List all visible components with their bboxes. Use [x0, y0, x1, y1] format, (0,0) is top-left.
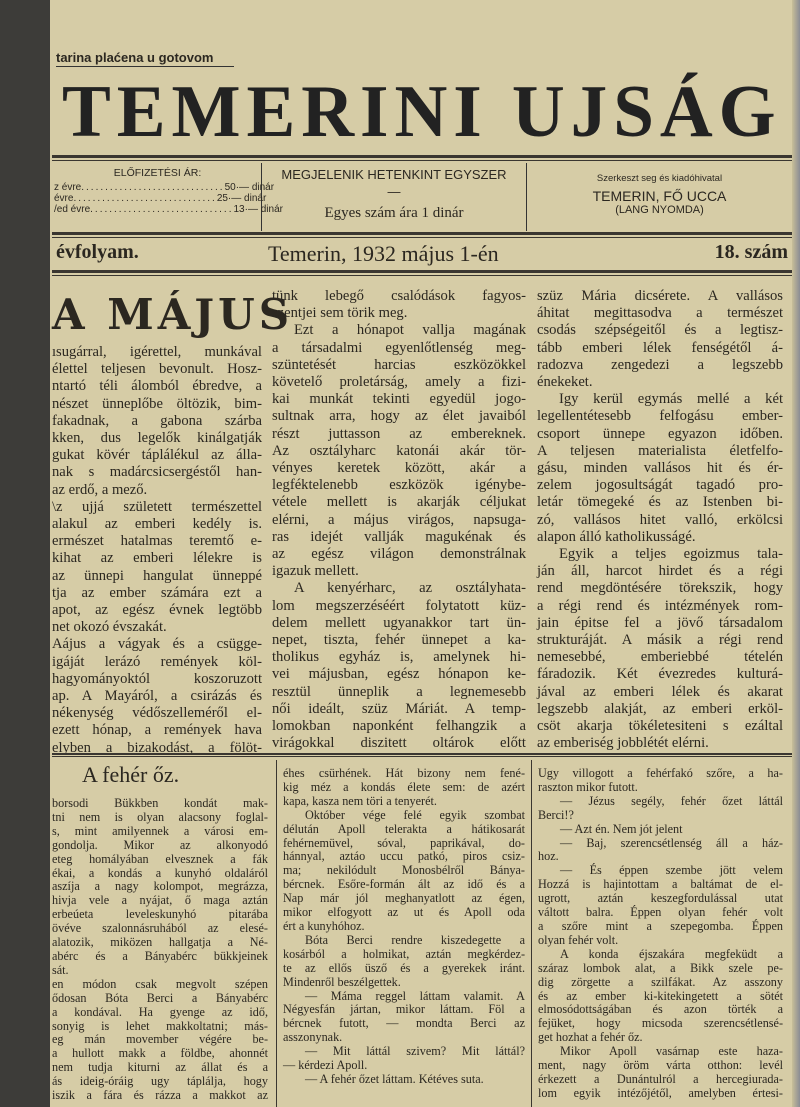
text-line: az ünnepi hangulat ünneppé	[52, 567, 262, 584]
text-line: szüz Mária dicsérete. A vallásos	[537, 288, 783, 304]
issue-number: 18. szám	[714, 241, 788, 263]
price-period: évre	[54, 193, 74, 204]
text-line: get hozhat a fehér őz.	[538, 1030, 643, 1045]
text-line: abérc és a Bányabérc bükkjeinek	[52, 948, 268, 963]
text-line: gondolja. Mikor az alkonyodó	[52, 837, 268, 852]
text-line: az emberiség jobblétét elérni.	[537, 735, 709, 752]
text-line: a hullott makk a földbe, ahonnét	[52, 1046, 268, 1061]
text-line: lom megszerzéséért folytatott küz-	[272, 597, 526, 614]
text-line: tünk lebegő csalódások fagyos-	[272, 288, 526, 304]
text-line: A kenyérharc, az osztályhata-	[294, 580, 526, 597]
text-line: fakadnak, a gabona szárba	[52, 412, 262, 429]
text-line: resztül ünneplik a legnemesebb	[272, 683, 526, 700]
text-line: élettel teljesen bevonult. Hosz-	[52, 361, 262, 378]
text-line: te az ellős üsző és a gyerekek iránt.	[283, 960, 525, 975]
text-line: Nap már jól meghanyatlott az égen,	[283, 891, 525, 906]
text-line: virágokkal diszitett oltárok előtt	[272, 735, 526, 752]
price-row	[54, 182, 275, 193]
text-line: kken, dus legelők kinálgatják	[52, 430, 262, 447]
text-line: Mindenről beszélgettek.	[283, 974, 401, 989]
text-line: áhitat megittasodva a természet	[537, 305, 783, 322]
text-line: délután Apoll telerakta a hátikosarát	[283, 821, 525, 836]
text-line: száraz lombok alat, a Bikk szele pe-	[538, 960, 783, 975]
text-line: — A fehér őzet láttam. Kétéves suta.	[305, 1071, 484, 1086]
text-line: női ideált, szüz Máriát. A temp-	[272, 700, 526, 717]
text-line: rend megdöntésére törekszik, hogy	[537, 580, 783, 597]
printer-name: (LANG NYOMDA)	[615, 204, 704, 216]
issue-date: Temerin, 1932 május 1-én	[268, 241, 499, 266]
text-line: letár tömegeké és az Istenben bi-	[537, 494, 783, 511]
text-line: zelem jogosultságát tagadó pro-	[537, 477, 783, 494]
text-line: eg mán movember végére be-	[52, 1032, 268, 1047]
article-title: A MÁJUS	[52, 290, 294, 339]
text-line: elyben a bizakodást, a fölöt-	[52, 739, 262, 756]
frequency-text: MEGJELENIK HETENKINT EGYSZER	[281, 167, 507, 182]
text-line: csoport ünnepe egyazon időben.	[537, 425, 783, 442]
text-line: igáját lerázó remények köl-	[52, 653, 262, 670]
text-line: — Baj, szerencsétlenség áll a ház-	[560, 835, 783, 850]
text-line: szüntetését harcias eszközökkel	[272, 356, 526, 373]
text-line: kig méz a kondás élete sem: de azért	[283, 779, 525, 794]
text-line: sát.	[52, 962, 69, 977]
text-line: raszton mikor futott.	[538, 779, 638, 794]
dateline	[52, 241, 792, 269]
text-line: kai munkát tekinti egyedül jogo-	[272, 391, 526, 408]
text-line: ment, nagy öröm várta otthon: levél	[538, 1058, 783, 1073]
text-line: tja az ember számára ezt a	[52, 584, 262, 601]
text-line: asszonynak.	[283, 1030, 343, 1045]
text-line: kapa, kasza nem töri a tenyerét.	[283, 793, 437, 808]
text-line: iszik a fára és rázza a makkot az	[52, 1088, 268, 1103]
text-line: dig zörgette a szilfákat. Az asszony	[538, 974, 783, 989]
text-line: szentjei sem törik meg.	[272, 305, 408, 322]
text-line: gukat kövér táplálékul az álla-	[52, 447, 262, 464]
text-line: hivja vele a nyájat, ő maga aztán	[52, 893, 268, 908]
text-line: elérni, a május virágos, napsuga-	[272, 511, 526, 528]
text-line: Hozzá is hajintottam a baltámat de el-	[538, 877, 783, 892]
price-value: 13·— dinár	[233, 204, 283, 215]
price-period: z évre	[54, 182, 82, 193]
text-line: radozva zengedezi a legszebb	[537, 356, 783, 373]
text-line: ődosan Bóta Berci a Bányabérc	[52, 990, 268, 1005]
text-line: ermészet hatalmas teremtő e-	[52, 533, 262, 550]
text-line: elmosódottságában és azon törték a	[538, 1002, 783, 1017]
text-line: fáradozik. Két évezredes kulturá-	[537, 666, 783, 683]
text-line: Egyik a teljes egoizmus tala-	[559, 546, 783, 563]
text-line: — Máma reggel láttam valamit. A	[305, 988, 525, 1003]
text-line: ntartó téli álomból ébredve, a	[52, 378, 262, 395]
text-line: nemesebbé, emberiebbé tételén	[537, 649, 783, 666]
text-line: Aájus a vágyak és a csügge-	[52, 636, 262, 653]
text-line: strukturáját. A másik a régi rend	[537, 632, 783, 649]
postage-notice: tarina plaćena u gotovom	[56, 50, 234, 67]
text-line: fejüket, hogy micsoda szerencsétlensé-	[538, 1016, 783, 1031]
scan-right-edge	[792, 0, 800, 1107]
text-line: nak s madárcsicsergéstől han-	[52, 464, 262, 481]
text-line: delem mellett ugyanakkor tart ün-	[272, 614, 526, 631]
text-line: az erdő, a mező.	[52, 481, 148, 498]
text-line: ras idejét vallják magukénak és	[272, 528, 526, 545]
text-line: hoz.	[538, 849, 559, 864]
newspaper-masthead: TEMERINI UJSÁG	[62, 71, 782, 153]
text-line: tni nem is olyan alacsony foglal-	[52, 809, 268, 824]
column-divider	[276, 760, 277, 1107]
price-period: /ed évre	[54, 204, 91, 215]
text-line: kosárból a holmikat, aztán megkérdez-	[283, 946, 525, 961]
text-line: hánnyal, aztáo uccu patkó, piros csiz-	[283, 849, 525, 864]
leader-dots: ..............................	[81, 182, 225, 193]
text-line: jain épitse fel a jövő társadalom	[537, 614, 783, 631]
text-line: ékai, a kondás a kunyhó oldaláról	[52, 865, 268, 880]
text-line: váltott balra. Éppen olyan fehér volt	[538, 905, 783, 920]
text-line: a szőre mint a szepegomba. Éppen	[538, 918, 783, 933]
text-line: a régi rend és intézmények rom-	[537, 597, 783, 614]
text-line: ás ideig-óráig ugy táplálja, hogy	[52, 1074, 268, 1089]
text-line: vei májusban, egész hónapon ke-	[272, 666, 526, 683]
text-line: csodás szépségeitől és a legtisz-	[537, 322, 783, 339]
text-line: apot, az egész évnek legtöbb	[52, 602, 262, 619]
text-line: — Mit láttál szivem? Mit láttál?	[305, 1044, 525, 1059]
text-line: zó, vallásos hitet valló, erkölcsi	[537, 511, 783, 528]
office-address: TEMERIN, FŐ UCCA	[592, 188, 727, 204]
text-line: bércnek futott, — mondta Berci az	[283, 1016, 525, 1031]
text-line: — Jézus segély, fehér őzet láttál	[560, 793, 783, 808]
text-line: erbeúeta leveleskunyhó pitarába	[52, 907, 268, 922]
section-rule	[52, 753, 792, 757]
subscription-title: ELŐFIZETÉSI ÁR:	[113, 167, 202, 179]
text-line: lom egyik intézőjétől, amelyben értesi-	[538, 1085, 783, 1100]
text-line: sultnak arra, hogy az élet javaiból	[272, 408, 526, 425]
header-rule-bottom	[52, 232, 792, 238]
story-column-2	[283, 767, 525, 1087]
text-line: ugrott, aztán keszegfordulással utat	[538, 891, 783, 906]
text-line: követelő proletárság, amely a fizi-	[272, 374, 526, 391]
price-row	[54, 193, 267, 204]
dateline-rule	[52, 270, 792, 276]
text-line: Október vége felé egyik szombat	[305, 807, 525, 822]
separator-dash: —	[387, 184, 401, 199]
text-line: igazuk mellett.	[272, 563, 359, 580]
scan-left-edge	[0, 0, 50, 1107]
text-line: alakul az emberi kedély is.	[52, 516, 262, 533]
story-column-3	[538, 767, 783, 1101]
text-line: a kondával. Ha gyenge az idő,	[52, 1004, 268, 1019]
text-line: vényes keretek között, akár a	[272, 460, 526, 477]
leader-dots: ..............................	[90, 204, 234, 215]
article-column-1	[52, 344, 262, 757]
text-line: mikor elfogyott az ut és Apoll oda	[283, 905, 525, 920]
text-line: tább emberi lélek fenségétől á-	[537, 339, 783, 356]
text-line: vétele mellett is akarják céljukat	[272, 494, 526, 511]
text-line: \z ujjá született természettel	[52, 498, 262, 515]
text-line: ısugárral, igérettel, munkával	[52, 344, 262, 360]
text-line: Négyesfán jártan, mikor láttam. Föl a	[283, 1002, 525, 1017]
masthead-area	[62, 72, 782, 152]
text-line: aszíja a nagy kolompot, megrázza,	[52, 879, 268, 894]
text-line: ján áll, harcot hirdet és a régi	[537, 563, 783, 580]
editorial-office	[527, 163, 792, 231]
text-line: csöt akarja tökéletesiteni s ezáltal	[537, 718, 783, 735]
text-line: fehérnemüvel, sóval, paprikával, do-	[283, 835, 525, 850]
text-line: en módon csak megvolt szépen	[52, 976, 268, 991]
text-line: tholikus egyház is, amelynek hi-	[272, 649, 526, 666]
text-line: — És éppen szembe jött velem	[560, 863, 783, 878]
text-line: sonyig is lehet makkoltatni; más-	[52, 1018, 268, 1033]
text-line: olyan fehér volt.	[538, 932, 619, 947]
price-value: 25·— dinár	[216, 193, 267, 204]
text-line: borsodi Bükkben kondát mak-	[52, 796, 268, 810]
text-line: A konda éjszakára megfeküdt a	[560, 946, 783, 961]
price-value: 50·— dinár	[224, 182, 275, 193]
text-line: Bóta Berci rendre kiszedegette a	[305, 932, 525, 947]
text-line: Az osztályharc katonái akár tör-	[272, 442, 526, 459]
text-line: alapon álló katholikusságé.	[537, 528, 696, 545]
single-issue-price: Egyes szám ára 1 dinár	[324, 205, 464, 221]
column-divider	[531, 760, 532, 1107]
header-info-box	[52, 163, 792, 231]
text-line: Ugy villogott a fehérfakó szőre, a ha-	[538, 766, 783, 780]
text-line: legféktelenebb eszközök igénybe-	[272, 477, 526, 494]
article-column-2	[272, 288, 526, 752]
volume-label: évfolyam.	[56, 241, 139, 263]
text-line: eteg homályában elvesznek a fák	[52, 851, 268, 866]
leader-dots: ..............................	[73, 193, 217, 204]
text-line: legszebb alakját, az emberi erköl-	[537, 700, 783, 717]
text-line: ma; nekilódult Monosbélről Bánya-	[283, 863, 525, 878]
text-line: hagyományoktól koszoruzott	[52, 670, 262, 687]
text-line: net okozó évszakát.	[52, 619, 167, 636]
header-rule-top	[52, 155, 792, 161]
text-line: ezett hónap, a remények hava	[52, 722, 262, 739]
text-line: bércnek. Esőre-formán ált az idő és a	[283, 877, 525, 892]
text-line: övéve szalonnásruhából az elesé-	[52, 921, 268, 936]
story-column-1	[52, 797, 268, 1103]
text-line: Berci!?	[538, 807, 574, 822]
text-line: az egész világon demonstrálnak	[272, 546, 526, 563]
text-line: Igy kerül egymás mellé a két	[559, 391, 783, 408]
subscription-box	[52, 163, 283, 231]
article-column-3	[537, 288, 783, 752]
text-line: a társadalmi egyenlőtlenség meg-	[272, 339, 526, 356]
text-line: ap. A Mayáról, a csirázás és	[52, 688, 262, 705]
text-line: részt juttasson az embereknek.	[272, 425, 526, 442]
text-line: kihat az emberi lélekre is	[52, 550, 262, 567]
text-line: A teljesen materialista életfelfo-	[537, 442, 783, 459]
text-line: lomokban naponként felhangzik a	[272, 718, 526, 735]
text-line: ért a kunyhóhoz.	[283, 918, 365, 933]
publication-info	[262, 163, 527, 231]
text-line: nékenység védőszelleméről el-	[52, 705, 262, 722]
text-line: Ezt a hónapot vallja magának	[294, 322, 526, 339]
text-line: alatozik, miközen hallgatja a Né-	[52, 935, 268, 950]
text-line: — Azt én. Nem jót jelent	[560, 821, 683, 836]
text-line: gásu, minden vallásos hit és ér-	[537, 460, 783, 477]
text-line: érkezett a Dunántulról a hercegiurada-	[538, 1071, 783, 1086]
office-label: Szerkeszt seg és kiadóhivatal	[596, 173, 723, 184]
text-line: nem tudja kiturni az állat és a	[52, 1060, 268, 1075]
price-row	[54, 204, 283, 215]
text-line: jával az emberi lélek és akarat	[537, 683, 783, 700]
text-line: éhes csürhének. Hát bizony nem fené-	[283, 766, 525, 780]
text-line: nészet ünneplőbe öltözik, bim-	[52, 395, 262, 412]
text-line: nepet, tiszta, fehér ünnepet a ka-	[272, 632, 526, 649]
text-line: és az ember ki-kitekingetett a sötét	[538, 988, 783, 1003]
text-line: Mikor Apoll vasárnap este haza-	[560, 1044, 783, 1059]
text-line: legellentétesebb felfogásu ember-	[537, 408, 783, 425]
text-line: énekeket.	[537, 374, 593, 391]
text-line: s, mint amilyennek a városi em-	[52, 823, 268, 838]
story-title: A fehér őz.	[82, 762, 180, 787]
text-line: — kérdezi Apoll.	[283, 1058, 368, 1073]
